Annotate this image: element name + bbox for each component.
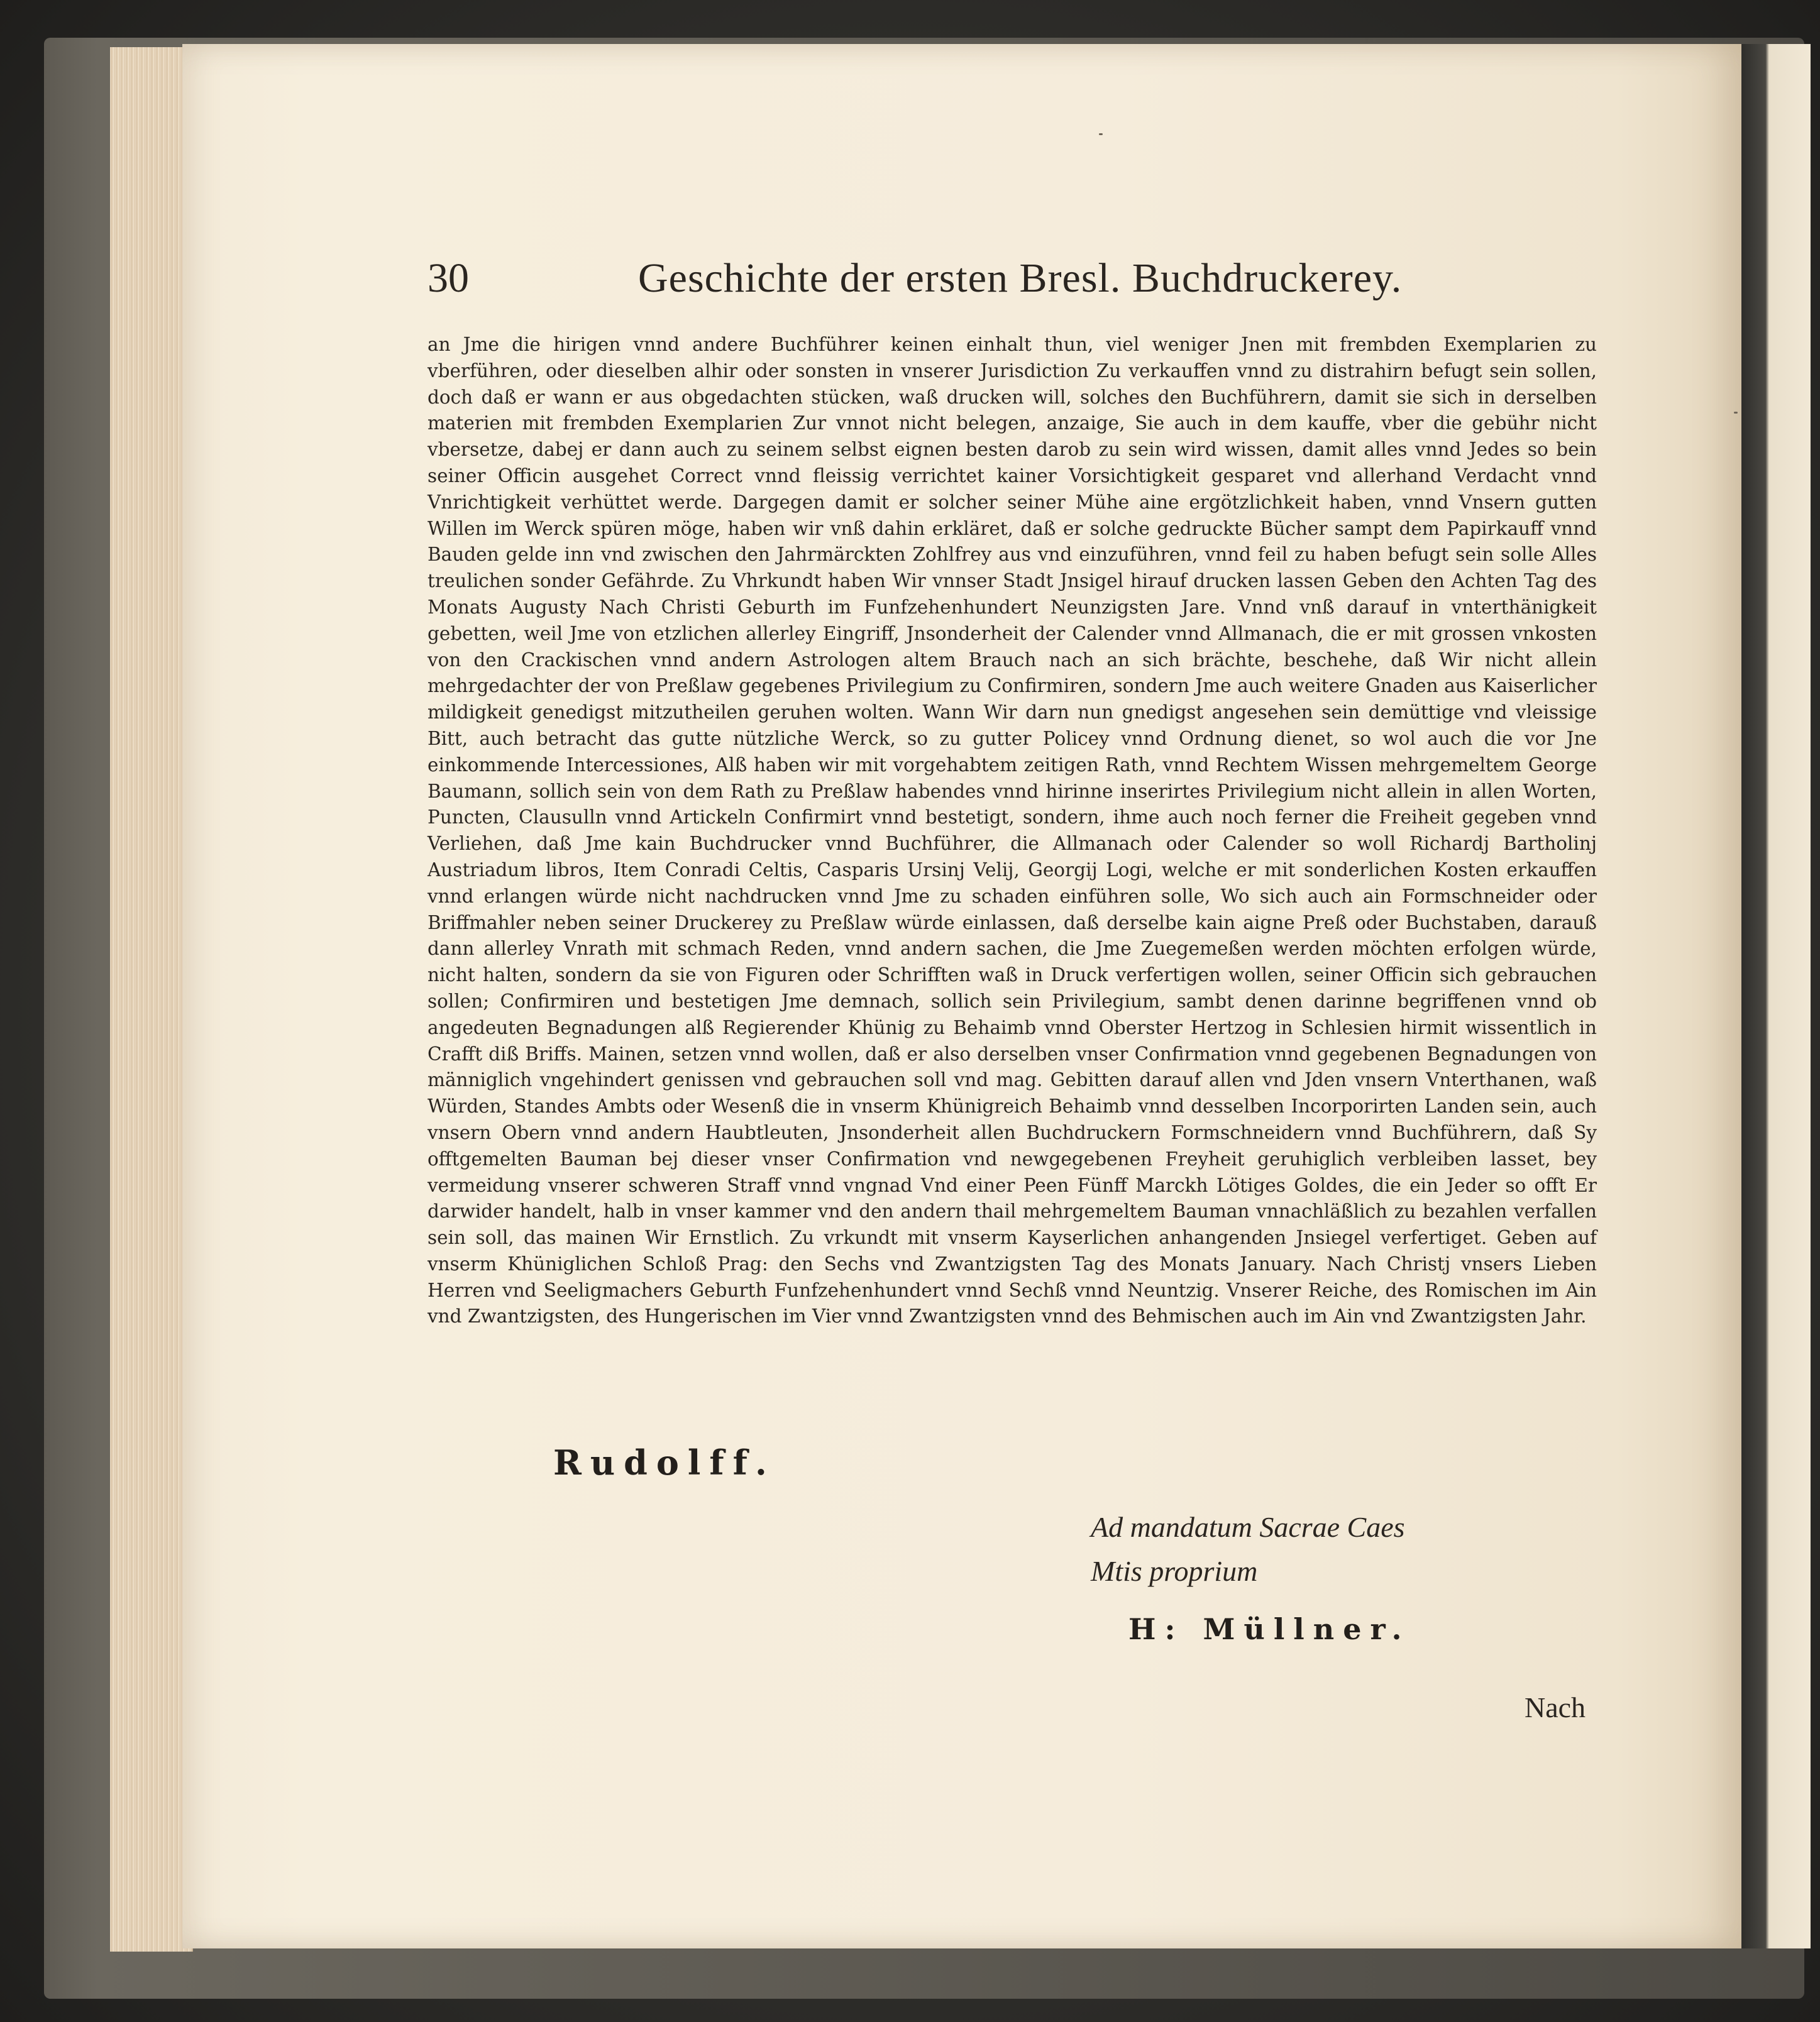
mandate-block	[1091, 1505, 1405, 1593]
page-header	[427, 255, 1597, 311]
mandate-line-2: Mtis proprium	[1091, 1555, 1258, 1587]
facing-page-edge	[1741, 44, 1811, 1948]
countersignature: H: Müllner.	[1128, 1612, 1411, 1646]
signature: Rudolff.	[553, 1442, 776, 1483]
paper-speck	[1734, 412, 1738, 414]
catchword: Nach	[1525, 1691, 1586, 1723]
paper-speck	[1099, 133, 1103, 135]
mandate-line-1: Ad mandatum Sacrae Caes	[1091, 1511, 1405, 1543]
running-title: Geschichte der ersten Bresl. Buchdruckerey.	[638, 255, 1403, 301]
page-edges	[110, 47, 193, 1952]
page-number: 30	[427, 255, 469, 301]
body-text: an Jme die hirigen vnnd andere Buchführer keinen einhalt thun, viel weniger Jnen mit frembden Exemplarien zu vberführen, oder dieselben alhir oder sonsten in vnserer Jurisdiction Zu verkauffen vnnd zu distrahirn befugt sein sollen, doch daß er wann er aus obgedachten stücken, waß drucken will, solches den Buchführern, damit sie sich in derselben materien mit frembden Exemplarien Zur vnnot nicht belegen, anzaige, Sie auch in dem kauffe, vber die gebühr nicht vbersetze, dabej er dann auch zu seinem selbst eignen besten darob zu sein wird wissen, damit alles vnnd Jedes so bein seiner Officin ausgehet Correct vnnd fleissig verrichtet kainer Vorsichtigkeit gesparet vnd allerhand Verdacht vnnd Vnrichtigkeit verhüttet werde. Dargegen damit er solcher seiner Mühe aine ergötzlichkeit haben, vnnd Vnsern gutten Willen im Werck spüren möge, haben wir vnß dahin erkläret, daß er solche gedruckte Bücher sampt dem Papirkauff vnnd Bauden gelde inn vnd zwischen den Jahrmärckten Zohlfrey aus vnd einzuführen, vnnd feil zu haben befugt sein solle Alles treulichen sonder Gefährde. Zu Vhrkundt haben Wir vnnser Stadt Jnsigel hirauf drucken lassen Geben den Achten Tag des Monats Augusty Nach Christi Geburth im Funfzehenhundert Neunzigsten Jare. Vnnd vnß darauf in vnterthänigkeit gebetten, weil Jme von etzlichen allerley Eingriff, Jnsonderheit der Calender vnnd Allmanach, die er mit grossen vnkosten von den Crackischen vnnd andern Astrologen altem Brauch nach an sich brächte, beschehe, daß Wir nicht allein mehrgedachter der von Preßlaw gegebenes Privilegium zu Confirmiren, sondern Jme auch weitere Gnaden aus Kaiserlicher mildigkeit genedigst mitzutheilen geruhen wolten. Wann Wir darn nun gnedigst angesehen sein demüttige vnd vleissige Bitt, auch betracht das gutte nützliche Werck, so zu gutter Policey vnnd Ordnung dienet, so wol auch die vor Jne einkommende Intercessiones, Alß haben wir mit vorgehabtem zeitigen Rath, vnnd Rechtem Wissen mehrgemeltem George Baumann, sollich sein von dem Rath zu Preßlaw habendes vnnd hirinne inserirtes Privilegium nicht allein in allen Worten, Puncten, Clausulln vnnd Artickeln Confirmirt vnnd bestetigt, sondern, ihme auch noch ferner die Freiheit gegeben vnnd Verliehen, daß Jme kain Buchdrucker vnnd Buchführer, die Allmanach oder Calender so woll Richardj Bartholinj Austriadum libros, Item Conradi Celtis, Casparis Ursinj Velij, Georgij Logi, welche er mit sonderlichen Kosten erkauffen vnnd erlangen würde nicht nachdrucken vnnd Jme zu schaden einführen solle, Wo sich auch ain Formschneider oder Briffmahler neben seiner Druckerey zu Preßlaw würde einlassen, daß derselbe kain aigne Preß oder Buchstaben, darauß dann allerley Vnrath mit schmach Reden, vnnd andern sachen, die Jme Zuegemeßen werden möchten erfolgen würde, nicht halten, sondern da sie von Figuren oder Schrifften waß in Druck verfertigen wollen, seiner Officin sich gebrauchen sollen; Confirmiren und bestetigen Jme demnach, sollich sein Privilegium, sambt denen darinne begriffenen vnnd ob angedeuten Begnadungen alß Regierender Khünig zu Behaimb vnnd Oberster Hertzog in Schlesien hirmit wissentlich in Crafft diß Briffs. Mainen, setzen vnnd wollen, daß er also derselben vnser Confirmation vnnd gegebenen Begnadungen von männiglich vngehindert genissen vnd gebrauchen soll vnd mag. Gebitten darauf allen vnd Jden vnsern Vnterthanen, waß Würden, Standes Ambts oder Wesenß die in vnserm Khünigreich Behaimb vnnd desselben Incorporirten Landen sein, auch vnsern Obern vnnd andern Haubtleuten, Jnsonderheit allen Buchdruckern Formschneidern vnnd Buchführern, daß Sy offtgemelten Bauman bej dieser vnser Confirmation vnd newgegebenen Freyheit geruhiglich verbleiben lasset, bey vermeidung vnserer schweren Straff vnnd vngnad Vnd einer Peen Fünff Marckh Lötiges Goldes, die ein Jeder so offt Er darwider handelt, halb in vnser kammer vnd den andern thail mehrgemeltem Bauman vnnachläßlich zu bezahlen verfallen sein soll, das mainen Wir Ernstlich. Zu vrkundt mit vnserm Kayserlichen anhangenden Jnsiegel verfertiget. Geben auf vnserm Khüniglichen Schloß Prag: den Sechs vnd Zwantzigsten Tag des Monats January. Nach Christj vnsers Lieben Herren vnd Seeligmachers Geburth Funfzehenhundert vnnd Sechß vnnd Neuntzig. Vnserer Reiche, des Romischen im Ain vnd Zwantzigsten, des Hungerischen im Vier vnnd Zwantzigsten vnnd des Behmischen auch im Ain vnd Zwantzigsten Jahr.	[427, 334, 1597, 1327]
